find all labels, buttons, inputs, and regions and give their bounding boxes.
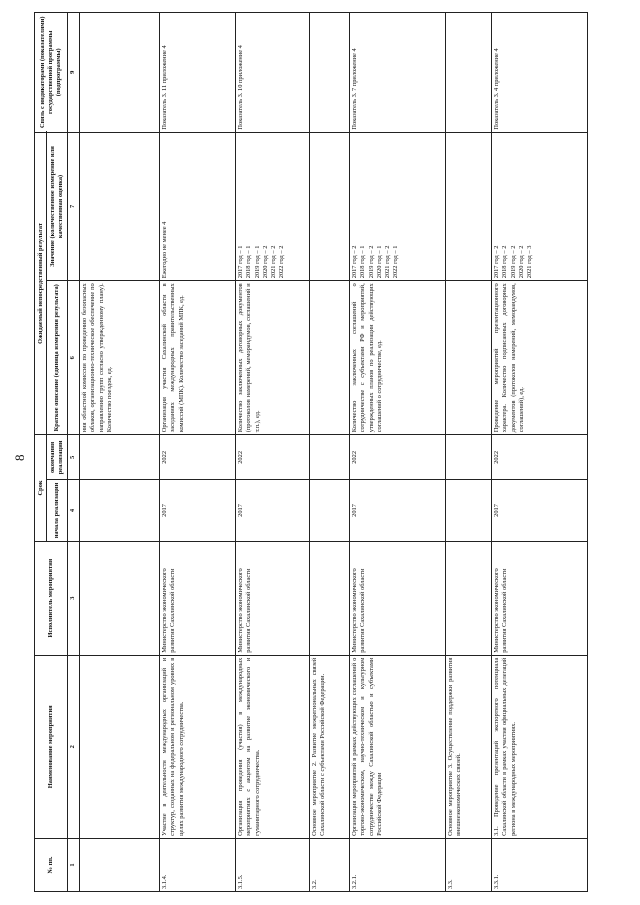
row-end: 2022 xyxy=(159,435,235,480)
row-name: Основное мероприятие 3. Осуществление поддержки развития внешнеэкономических связей. xyxy=(445,655,491,838)
table-row xyxy=(235,13,309,892)
value-line: 2020 год – 2 xyxy=(517,245,525,279)
col-number: 2 xyxy=(67,655,79,838)
header-link: Связь с индикаторами (показателями) государственной программы (подпрограммы) xyxy=(35,13,68,133)
value-line: 2022 год – 1 xyxy=(392,245,400,279)
col-number: 1 xyxy=(67,838,79,891)
row-executor: Министерство экономического развития Сахалинской области xyxy=(491,541,587,655)
header-executor: Исполнитель мероприятия xyxy=(35,541,68,655)
header-row-1 xyxy=(35,13,47,892)
rotated-page xyxy=(12,12,628,892)
value-line: 2021 год – 2 xyxy=(270,245,277,279)
table-row-section xyxy=(309,13,349,892)
col-number: 7 xyxy=(67,132,79,281)
row-description: Количество заключенных соглашений о сотрудничестве с субъектами РФ и мероприятий, утвержденных планов по реализации действующих соглашений о сотрудничестве, ед. xyxy=(349,281,445,435)
table-row xyxy=(349,13,445,892)
row-end: 2022 xyxy=(349,435,445,480)
row-values xyxy=(159,132,235,281)
table-row-carryover xyxy=(79,13,159,892)
row-description: Проведение мероприятий презентационного характера. Количество подписанных договорных документов (протоколов намерений, меморандумов, соглашений), ед. xyxy=(491,281,587,435)
row-link: Показатель 3. 7 приложение 4 xyxy=(349,13,445,133)
header-num: № пп. xyxy=(35,838,68,891)
table-row xyxy=(159,13,235,892)
row-num: 3.3.1. xyxy=(491,838,587,891)
value-line: 2018 год – 2 xyxy=(501,245,509,279)
header-name: Наименование мероприятия xyxy=(35,655,68,838)
activities-table xyxy=(34,12,588,892)
table-row xyxy=(491,13,587,892)
row-executor: Министерство экономического развития Сахалинской области xyxy=(349,541,445,655)
value-line: Ежегодно не менее 4 xyxy=(161,221,169,279)
value-line: 2021 год – 3 xyxy=(526,245,533,279)
header-start: начала реализации xyxy=(47,480,67,541)
row-end: 2022 xyxy=(491,435,587,480)
value-line: 2018 год – 1 xyxy=(359,245,367,279)
value-line: 2020 год – 1 xyxy=(375,245,383,279)
row-num: 3.1.4. xyxy=(159,838,235,891)
value-line: 2019 год – 2 xyxy=(509,245,517,279)
row-start: 2017 xyxy=(235,480,309,541)
header-result: Ожидаемый непосредственный результат xyxy=(35,132,47,435)
value-line: 2019 год – 1 xyxy=(253,245,261,279)
value-line: 2017 год – 2 xyxy=(351,245,359,279)
row-num: 3.3. xyxy=(445,838,491,891)
header-end: окончания реализации xyxy=(47,435,67,480)
row-description: Организация участия Сахалинской области в заседаниях международных правительственных комиссий (МПК). Количество заседаний МПК, ед. xyxy=(159,281,235,435)
col-number: 4 xyxy=(67,480,79,541)
header-value: Значение (количественное измерение или качественная оценка) xyxy=(47,132,67,281)
row-start: 2017 xyxy=(349,480,445,541)
value-line: 2018 год – 1 xyxy=(245,245,253,279)
row-num: 3.2.1. xyxy=(349,838,445,891)
value-line: 2019 год – 2 xyxy=(367,245,375,279)
row-executor: Министерство экономического развития Сахалинской области xyxy=(235,541,309,655)
col-number: 9 xyxy=(67,13,79,133)
carryover-description: ния областной комиссии по проведению безопасных облаков, организационно-техническое обеспечение по направлению групп согласно утвержденному плану). Количество поездок, ед. xyxy=(79,281,159,435)
value-line: 2022 год – 2 xyxy=(278,245,286,279)
column-number-row xyxy=(67,13,79,892)
value-line: 2017 год – 1 xyxy=(237,245,245,279)
row-values xyxy=(491,132,587,281)
row-link: Показатель 3. 10 приложение 4 xyxy=(235,13,309,133)
row-link: Показатель 3. 4 приложение 4 xyxy=(491,13,587,133)
row-start: 2017 xyxy=(491,480,587,541)
header-term: Срок xyxy=(35,435,47,541)
row-num: 3.1.5. xyxy=(235,838,309,891)
header-desc: Краткое описание (единица измерения результата) xyxy=(47,281,67,435)
row-name: Основное мероприятие 2. Развитие межрегиональных связей Сахалинской области с субъектами Российской Федерации. xyxy=(309,655,349,838)
row-executor: Министерство экономического развития Сахалинской области xyxy=(159,541,235,655)
row-link: Показатель 3. 11 приложение 4 xyxy=(159,13,235,133)
table-row-section xyxy=(445,13,491,892)
row-values xyxy=(349,132,445,281)
row-end: 2022 xyxy=(235,435,309,480)
row-description: Количество заключенных договорных документов (протоколов намерений, меморандумов, соглашений и т.п.), ед. xyxy=(235,281,309,435)
row-name: 3.1. Проведение презентаций экспортного потенциала Сахалинской области в рамках участия официальных делегаций региона в международных мероприятиях. xyxy=(491,655,587,838)
row-values xyxy=(235,132,309,281)
row-name: Участие в деятельности международных организаций и структур, созданных на федеральном и региональном уровнях в целях развития международного сотрудничества. xyxy=(159,655,235,838)
value-line: 2017 год – 2 xyxy=(493,245,501,279)
value-line: 2021 год – 2 xyxy=(384,245,391,279)
row-num: 3.2. xyxy=(309,838,349,891)
col-number: 5 xyxy=(67,435,79,480)
page-number: 8 xyxy=(12,454,27,461)
row-start: 2017 xyxy=(159,480,235,541)
value-line: 2020 год – 2 xyxy=(261,245,269,279)
row-name: Организация проведения (участия) в международных мероприятиях с акцентом на развитие экономического и гуманитарного сотрудничества. xyxy=(235,655,309,838)
row-name: Организация мероприятий в рамках действующих соглашений о торгово-экономическом, научно-техническом и культурном сотрудничестве между Сахалинской областью и субъектами Российской Федерации xyxy=(349,655,445,838)
col-number: 6 xyxy=(67,281,79,435)
col-number: 3 xyxy=(67,541,79,655)
